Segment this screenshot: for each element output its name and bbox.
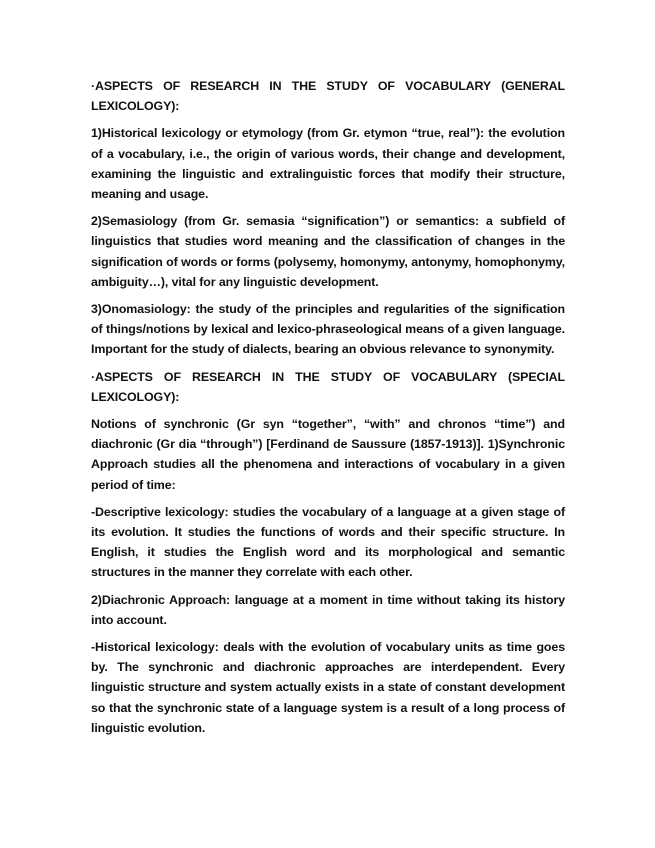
descriptive-lexicology-paragraph: -Descriptive lexicology: studies the vocabulary of a language at a given stage of its evolution. It studies the functions of words and their specific structure. In English, it studies the English word and its morphological and semantic structures in the manner they correlate with each other.	[91, 504, 565, 580]
diachronic-approach-paragraph: 2)Diachronic Approach: language at a moment in time without taking its history into account.	[91, 592, 565, 627]
historical-lexicology-evolution-paragraph: -Historical lexicology: deals with the evolution of vocabulary units as time goes by. The synchronic and diachronic approaches are interdependent. Every linguistic structure and system actually exists in a state of constant development so that the synchronic state of a language system is a result of a long process of linguistic evolution.	[91, 640, 565, 735]
synchronic-diachronic-paragraph: Notions of synchronic (Gr syn “together”, “with” and chronos “time”) and diachronic (Gr dia “through”) [Ferdinand de Saussure (1857-1913)]. 1)Synchronic Approach studies all the phenomena and interactions of vocabulary in a given period of time:	[91, 417, 565, 492]
general-lexicology-heading: ·ASPECTS OF RESEARCH IN THE STUDY OF VOCABULARY (GENERAL LEXICOLOGY):	[91, 79, 565, 114]
historical-lexicology-paragraph: 1)Historical lexicology or etymology (from Gr. etymon “true, real”): the evolution of a vocabulary, i.e., the origin of various words, their change and development, examining the linguistic and extralinguistic forces that modify their structure, meaning and usage.	[91, 126, 565, 202]
document-page	[91, 76, 565, 745]
semasiology-paragraph: 2)Semasiology (from Gr. semasia “signification”) or semantics: a subfield of linguistics that studies word meaning and the classification of changes in the signification of words or forms (polysemy, homonymy, antonymy, homophonymy, ambiguity…), vital for any linguistic development.	[91, 214, 565, 289]
onomasiology-paragraph: 3)Onomasiology: the study of the principles and regularities of the signification of things/notions by lexical and lexico-phraseological means of a given language. Important for the study of dialects, bearing an obvious relevance to synonymity.	[91, 302, 565, 357]
special-lexicology-heading: ·ASPECTS OF RESEARCH IN THE STUDY OF VOCABULARY (SPECIAL LEXICOLOGY):	[91, 369, 565, 404]
